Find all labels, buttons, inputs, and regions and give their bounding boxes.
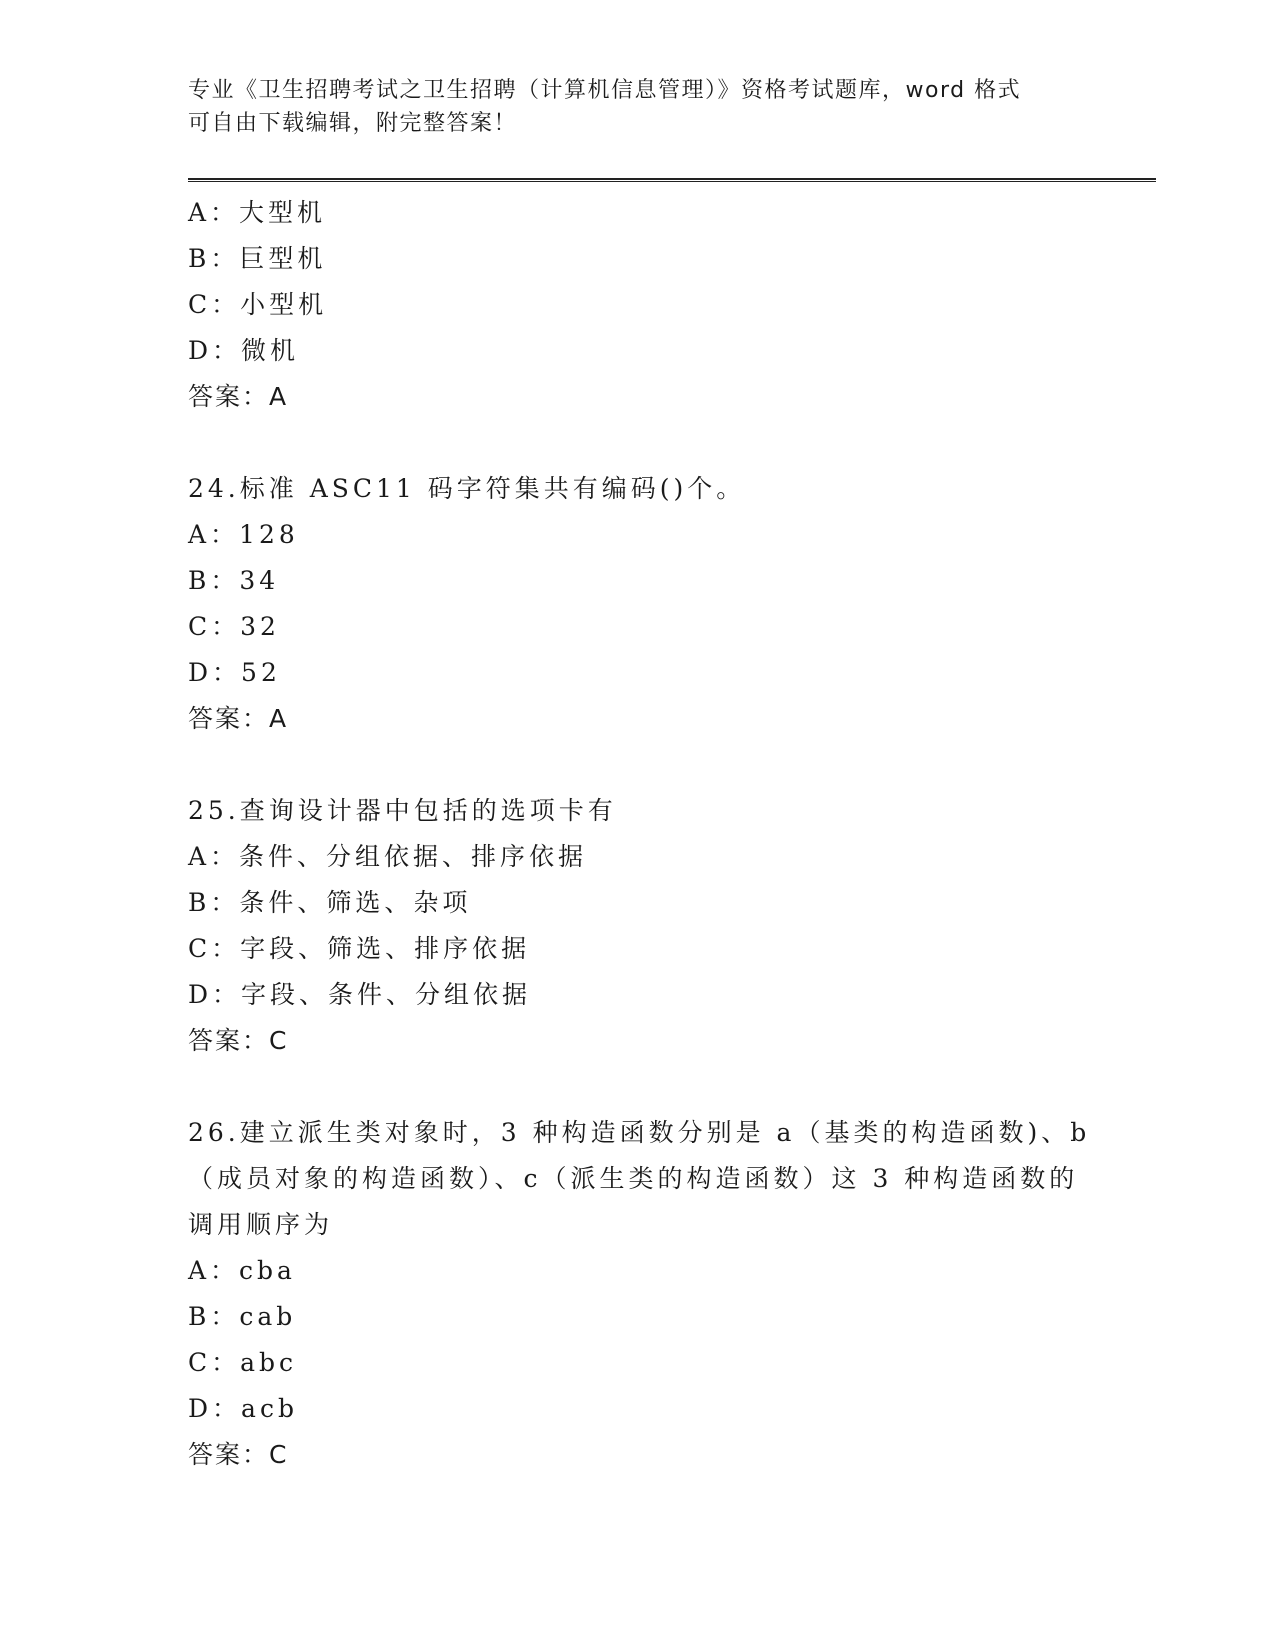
option-c: C：abc <box>188 1348 298 1377</box>
header-line-1: 专业《卫生招聘考试之卫生招聘（计算机信息管理）》资格考试题库，word 格式 <box>188 78 1022 103</box>
answer-line: 答案：C <box>188 1026 289 1055</box>
option-a: A：条件、分组依据、排序依据 <box>188 842 588 871</box>
header-divider <box>188 178 1156 182</box>
spacer <box>188 420 1088 466</box>
option-a: A：128 <box>188 520 299 549</box>
option-b: B：34 <box>188 566 280 595</box>
option-d: D：acb <box>188 1394 298 1423</box>
question-text-line-3: 调用顺序为 <box>188 1210 334 1239</box>
question-24 <box>188 466 1088 742</box>
option-d: D：52 <box>188 658 281 687</box>
question-text-line-2: （成员对象的构造函数）、c（派生类的构造函数）这 3 种构造函数的 <box>188 1164 1079 1193</box>
option-c: C：字段、筛选、排序依据 <box>188 934 531 963</box>
spacer <box>188 1064 1088 1110</box>
answer-line: 答案：A <box>188 382 289 411</box>
answer-line: 答案：A <box>188 704 289 733</box>
question-26 <box>188 1110 1091 1478</box>
answer-line: 答案：C <box>188 1440 289 1469</box>
header-line-2: 可自由下载编辑，附完整答案！ <box>188 111 518 136</box>
spacer <box>188 742 1088 788</box>
option-c: C：32 <box>188 612 280 641</box>
option-c: C：小型机 <box>188 290 328 319</box>
question-text: 24.标准 ASC11 码字符集共有编码()个。 <box>188 474 746 503</box>
document-header <box>188 74 1068 140</box>
question-25 <box>188 788 1088 1064</box>
question-list <box>188 190 1091 1478</box>
option-d: D：微机 <box>188 336 300 365</box>
option-d: D：字段、条件、分组依据 <box>188 980 532 1009</box>
question-text: 25.查询设计器中包括的选项卡有 <box>188 796 617 825</box>
option-b: B：条件、筛选、杂项 <box>188 888 472 917</box>
option-a: A：cba <box>188 1256 296 1285</box>
question-23 <box>188 190 1088 420</box>
option-a: A：大型机 <box>188 198 327 227</box>
option-b: B：cab <box>188 1302 297 1331</box>
question-text-line-1: 26.建立派生类对象时，3 种构造函数分别是 a（基类的构造函数)、b <box>188 1118 1091 1147</box>
option-b: B：巨型机 <box>188 244 327 273</box>
